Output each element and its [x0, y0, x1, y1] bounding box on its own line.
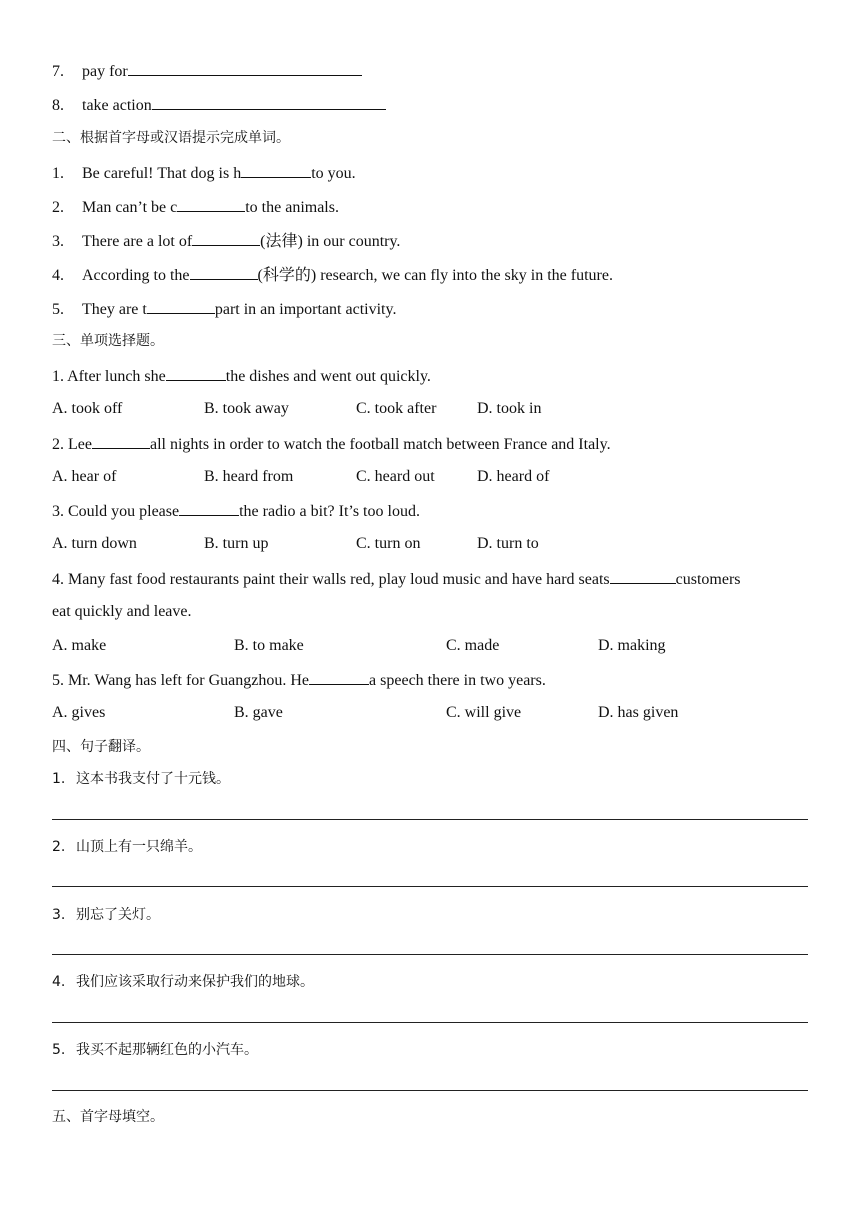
- translation-item-5: [52, 1040, 258, 1060]
- question-start: 5. Mr. Wang has left for Guangzhou. He: [52, 672, 310, 689]
- q4-option-b[interactable]: B. to make: [234, 637, 304, 654]
- q1-option-b[interactable]: B. took away: [204, 400, 289, 417]
- item-number: 2.: [52, 199, 64, 216]
- sentence-end: to the animals.: [245, 199, 339, 216]
- item-number: 3.: [52, 907, 66, 923]
- item-number: 5.: [52, 301, 64, 318]
- question-5: [52, 669, 546, 691]
- answer-blank[interactable]: [192, 230, 260, 246]
- vocab-phrase: pay for: [82, 63, 128, 80]
- sentence-end: part in an important activity.: [214, 301, 397, 318]
- chinese-sentence: 别忘了关灯。: [76, 907, 160, 923]
- question-end: the dishes and went out quickly.: [225, 368, 431, 385]
- question-3: [52, 500, 420, 522]
- answer-blank[interactable]: [179, 500, 239, 516]
- answer-blank[interactable]: [128, 60, 362, 76]
- item-number: 1.: [52, 165, 64, 182]
- sentence-start: Be careful! That dog is h: [82, 165, 242, 182]
- question-end: the radio a bit? It’s too loud.: [239, 503, 420, 520]
- q2-option-c[interactable]: C. heard out: [356, 468, 435, 485]
- q5-option-a[interactable]: A. gives: [52, 704, 106, 721]
- section-2-item-3: [52, 230, 400, 252]
- vocab-item-7: [52, 60, 362, 82]
- section-2-item-1: [52, 162, 356, 184]
- chinese-sentence: 山顶上有一只绵羊。: [76, 839, 202, 855]
- question-end: customers: [675, 571, 741, 588]
- translation-answer-line-3[interactable]: [52, 954, 808, 955]
- q5-option-b[interactable]: B. gave: [234, 704, 283, 721]
- answer-blank[interactable]: [166, 365, 226, 381]
- q4-option-d[interactable]: D. making: [598, 637, 666, 654]
- q4-option-c[interactable]: C. made: [446, 637, 500, 654]
- q3-option-a[interactable]: A. turn down: [52, 535, 137, 552]
- translation-item-4: [52, 972, 314, 992]
- question-1: [52, 365, 431, 387]
- question-start: 3. Could you please: [52, 503, 180, 520]
- item-number: 4.: [52, 974, 66, 990]
- chinese-sentence: 我们应该采取行动来保护我们的地球。: [76, 974, 314, 990]
- q1-option-a[interactable]: A. took off: [52, 400, 123, 417]
- vocab-phrase: take action: [82, 97, 152, 114]
- q5-option-c[interactable]: C. will give: [446, 704, 522, 721]
- sentence-start: Man can’t be c: [82, 199, 178, 216]
- item-number: 8.: [52, 97, 64, 114]
- translation-answer-line-1[interactable]: [52, 819, 808, 820]
- question-start: 2. Lee: [52, 436, 92, 453]
- sentence-start: According to the: [82, 267, 190, 284]
- question-end: a speech there in two years.: [369, 672, 546, 689]
- answer-blank[interactable]: [241, 162, 311, 178]
- question-4: [52, 568, 741, 590]
- translation-item-2: [52, 837, 202, 857]
- question-end: all nights in order to watch the football match between France and Italy.: [149, 436, 611, 453]
- question-4-continued: eat quickly and leave.: [52, 603, 192, 620]
- question-start: 4. Many fast food restaurants paint their walls red, play loud music and have hard seats: [52, 571, 610, 588]
- item-number: 4.: [52, 267, 64, 284]
- item-number: 2.: [52, 839, 66, 855]
- section-3-title: 三、单项选择题。: [52, 333, 164, 349]
- translation-item-1: [52, 769, 230, 789]
- section-2-item-4: [52, 264, 613, 286]
- sentence-start: They are t: [82, 301, 147, 318]
- translation-answer-line-2[interactable]: [52, 886, 808, 887]
- item-number: 1.: [52, 771, 66, 787]
- item-number: 7.: [52, 63, 64, 80]
- q1-option-d[interactable]: D. took in: [477, 400, 542, 417]
- q5-option-d[interactable]: D. has given: [598, 704, 679, 721]
- vocab-item-8: [52, 94, 386, 116]
- answer-blank[interactable]: [92, 433, 150, 449]
- section-2-item-5: [52, 298, 396, 320]
- q3-option-b[interactable]: B. turn up: [204, 535, 269, 552]
- translation-answer-line-4[interactable]: [52, 1022, 808, 1023]
- section-4-title: 四、句子翻译。: [52, 739, 150, 755]
- q3-option-d[interactable]: D. turn to: [477, 535, 539, 552]
- sentence-end: (法律) in our country.: [260, 233, 401, 250]
- translation-answer-line-5[interactable]: [52, 1090, 808, 1091]
- chinese-sentence: 我买不起那辆红色的小汽车。: [76, 1042, 258, 1058]
- question-2: [52, 433, 611, 455]
- item-number: 3.: [52, 233, 64, 250]
- answer-blank[interactable]: [147, 298, 215, 314]
- q2-option-d[interactable]: D. heard of: [477, 468, 550, 485]
- answer-blank[interactable]: [309, 669, 369, 685]
- sentence-end: to you.: [311, 165, 356, 182]
- question-start: 1. After lunch she: [52, 368, 166, 385]
- answer-blank[interactable]: [152, 94, 386, 110]
- item-number: 5.: [52, 1042, 66, 1058]
- q3-option-c[interactable]: C. turn on: [356, 535, 421, 552]
- sentence-start: There are a lot of: [82, 233, 193, 250]
- q2-option-b[interactable]: B. heard from: [204, 468, 294, 485]
- q1-option-c[interactable]: C. took after: [356, 400, 437, 417]
- q4-option-a[interactable]: A. make: [52, 637, 107, 654]
- q2-option-a[interactable]: A. hear of: [52, 468, 117, 485]
- chinese-sentence: 这本书我支付了十元钱。: [76, 771, 230, 787]
- sentence-end: (科学的) research, we can fly into the sky in the future.: [257, 267, 613, 284]
- translation-item-3: [52, 905, 160, 925]
- answer-blank[interactable]: [190, 264, 258, 280]
- answer-blank[interactable]: [177, 196, 245, 212]
- section-2-title: 二、根据首字母或汉语提示完成单词。: [52, 130, 290, 146]
- answer-blank[interactable]: [610, 568, 676, 584]
- section-5-title: 五、首字母填空。: [52, 1109, 164, 1125]
- section-2-item-2: [52, 196, 339, 218]
